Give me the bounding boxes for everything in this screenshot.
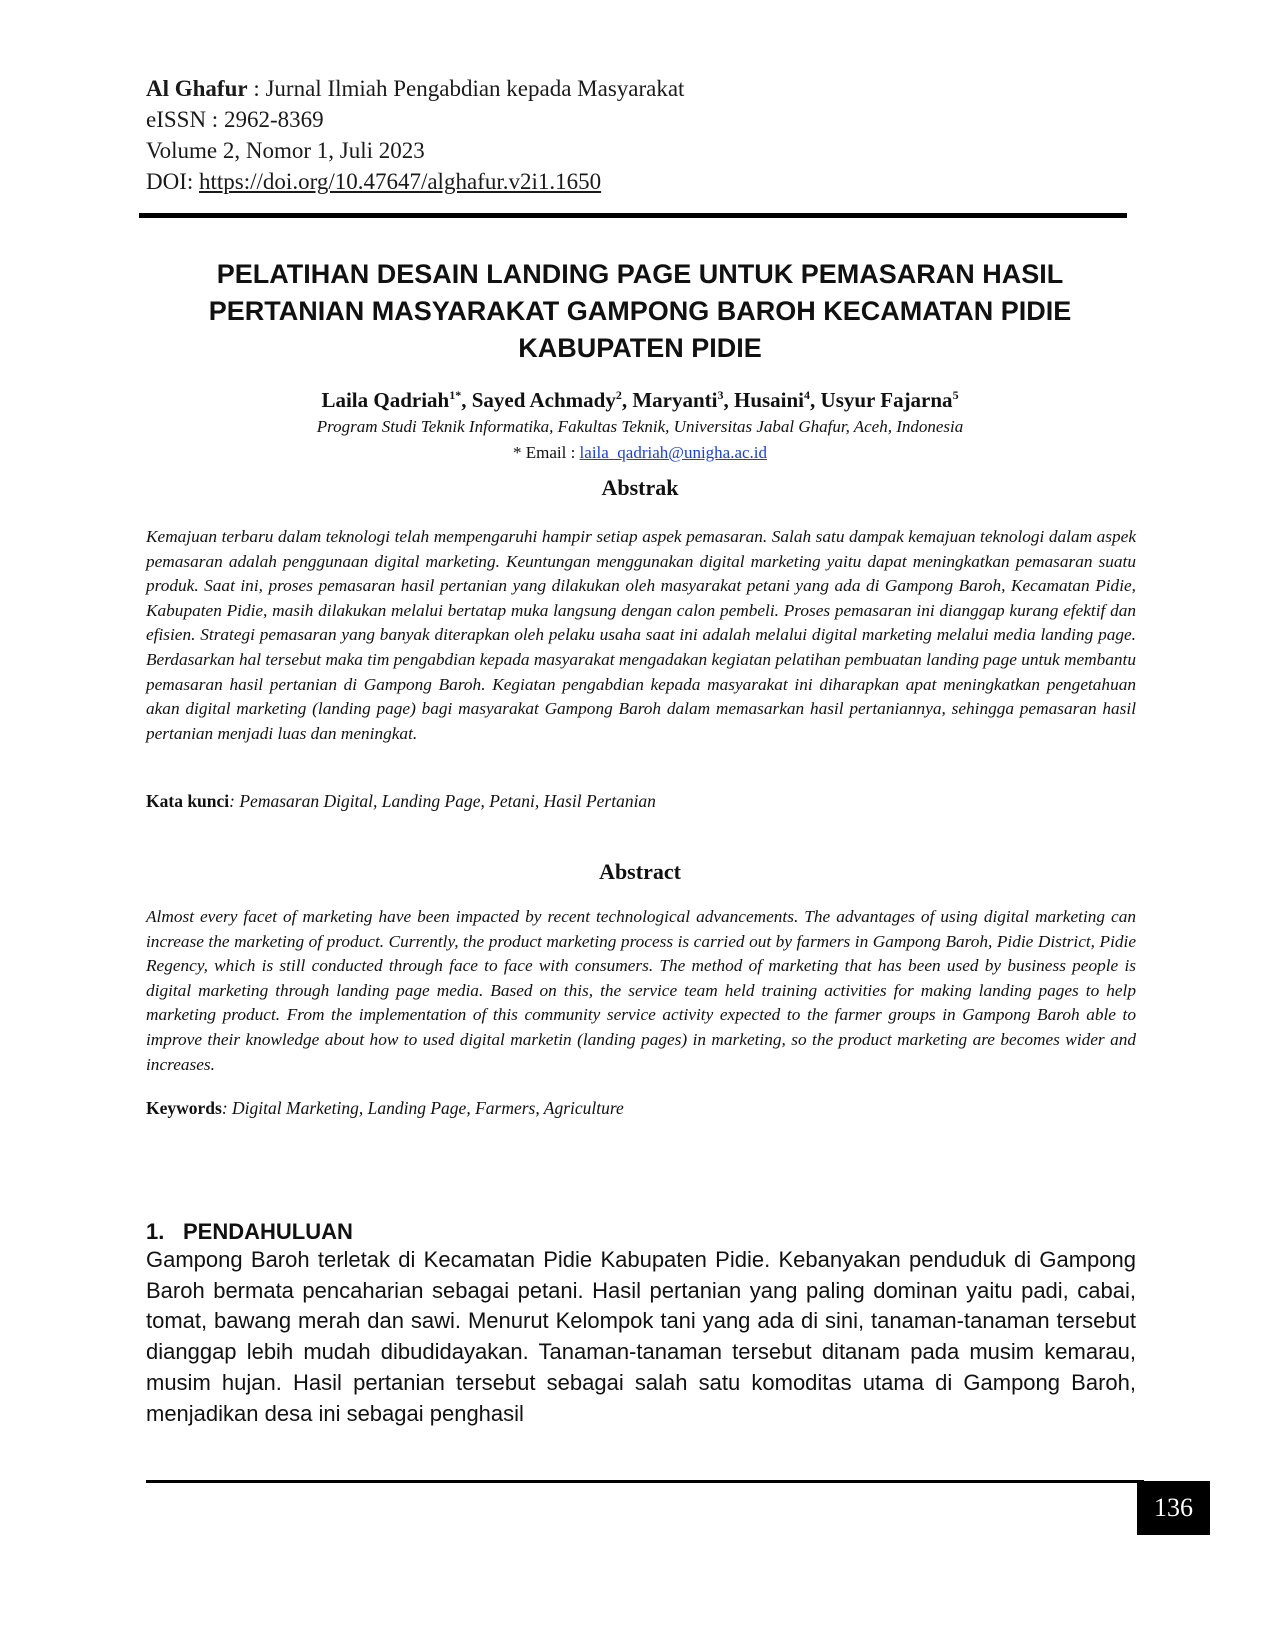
keywords-label: Keywords: [146, 1098, 222, 1118]
abstract-text: Almost every facet of marketing have been impacted by recent technological advancements. The advantages of using digital marketing can increase the marketing of product. Currently, the product marketing process is carried out by farmers in Gampong Baroh, Pidie District, Pidie Regency, which is still conducted through face to face with consumers. The method of marketing that has been used by business people is digital marketing through landing page media. Based on this, the service team held training activities for making landing pages to help marketing product. From the implementation of this community service activity expected to the farmer groups in Gampong Baroh able to improve their knowledge about how to used digital marketin (landing pages) in marketing, so the product marketing are becomes wider and increases.: [146, 907, 1136, 1074]
abstract-heading: Abstract: [599, 859, 681, 884]
doi-label: DOI:: [146, 169, 200, 194]
author-sup: 2: [615, 388, 622, 402]
author-name: Maryanti: [632, 388, 718, 412]
email-label: * Email :: [512, 443, 580, 462]
section-number: 1.: [146, 1219, 165, 1244]
affiliation: Program Studi Teknik Informatika, Fakultas Teknik, Universitas Jabal Ghafur, Aceh, Indonesia: [316, 417, 964, 436]
doi-link[interactable]: https://doi.org/10.47647/alghafur.v2i1.1650: [199, 169, 602, 194]
title-line: KABUPATEN PIDIE: [518, 333, 762, 363]
journal-subtitle: : Jurnal Ilmiah Pengabdian kepada Masyarakat: [247, 76, 685, 101]
page-number: 136: [1137, 1481, 1210, 1535]
author-separator: ,: [810, 388, 821, 412]
author-separator: ,: [621, 388, 633, 412]
doi-line: [146, 166, 684, 197]
title-line: PELATIHAN DESAIN LANDING PAGE UNTUK PEMASARAN HASIL: [216, 259, 1064, 289]
author-name: Husaini: [733, 388, 805, 412]
keywords: [146, 1098, 624, 1119]
keywords-text: Digital Marketing, Landing Page, Farmers, Agriculture: [227, 1098, 624, 1118]
title-line: PERTANIAN MASYARAKAT GAMPONG BAROH KECAMATAN PIDIE: [208, 296, 1072, 326]
header-rule: [139, 213, 1127, 218]
author-list: [140, 388, 1140, 413]
abstrak-heading: Abstrak: [601, 475, 679, 500]
author-sup: 1*: [449, 388, 462, 402]
kata-kunci-text: Pemasaran Digital, Landing Page, Petani, Hasil Pertanian: [234, 791, 656, 811]
author-separator: ,: [461, 388, 472, 412]
kata-kunci-colon: :: [229, 791, 235, 811]
abstrak-text: Kemajuan terbaru dalam teknologi telah mempengaruhi hampir setiap aspek pemasaran. Salah satu dampak kemajuan teknologi dalam aspek pemasaran adalah penggunaan digital marketing. Keuntungan menggunakan digital marketing yaitu dapat meningkatkan pemasaran suatu produk. Saat ini, proses pemasaran hasil pertanian yang dilakukan oleh masyarakat petani yang ada di Gampong Baroh, Kecamatan Pidie, Kabupaten Pidie, masih dilakukan melalui bertatap muka langsung dengan calon pembeli. Proses pemasaran ini dianggap kurang efektif dan efisien. Strategi pemasaran yang banyak diterapkan oleh pelaku usaha saat ini adalah melalui digital marketing melalui media landing page. Berdasarkan hal tersebut maka tim pengabdian kepada masyarakat mengadakan kegiatan pelatihan pembuatan landing page untuk membantu pemasaran hasil pertanian di Gampong Baroh. Kegiatan pengabdian kepada masyarakat ini diharapkan apat meningkatkan pengetahuan akan digital marketing (landing page) bagi masyarakat Gampong Baroh dalam memasarkan hasil pertaniannya, sehingga pemasaran hasil pertanian menjadi luas dan meningkat.: [146, 527, 1136, 743]
author-separator: ,: [723, 388, 734, 412]
section-title: PENDAHULUAN: [183, 1219, 353, 1244]
footer-rule: [146, 1480, 1144, 1483]
author-sup: 4: [804, 388, 811, 402]
email-line: [140, 443, 1140, 463]
section-body: Gampong Baroh terletak di Kecamatan Pidie Kabupaten Pidie. Kebanyakan penduduk di Gampong Baroh bermata pencaharian sebagai petani. Hasil pertanian yang paling dominan yaitu padi, cabai, tomat, bawang merah dan sawi. Menurut Kelompok tani yang ada di sini, tanaman-tanaman tersebut dianggap lebih mudah dibudidayakan. Tanaman-tanaman tersebut ditanam pada musim kemarau, musim hujan. Hasil pertanian tersebut sebagai salah satu komoditas utama di Gampong Baroh, menjadikan desa ini sebagai penghasil: [146, 1247, 1136, 1426]
section-heading: [146, 1219, 353, 1245]
eissn: eISSN : 2962-8369: [146, 107, 324, 132]
keywords-colon: :: [221, 1098, 228, 1118]
author-name: Sayed Achmady: [471, 388, 616, 412]
volume-info: Volume 2, Nomor 1, Juli 2023: [146, 138, 425, 163]
author-sup: 3: [717, 388, 724, 402]
kata-kunci: [146, 791, 656, 812]
email-link[interactable]: laila_qadriah@unigha.ac.id: [579, 443, 768, 462]
journal-header: [146, 73, 684, 197]
author-sup: 5: [952, 388, 959, 402]
author-name: Laila Qadriah: [321, 388, 450, 412]
journal-name: Al Ghafur: [146, 76, 248, 101]
paper-title: [140, 256, 1140, 367]
author-name: Usyur Fajarna: [820, 388, 953, 412]
journal-title-line: [146, 73, 684, 104]
kata-kunci-label: Kata kunci: [146, 791, 230, 811]
